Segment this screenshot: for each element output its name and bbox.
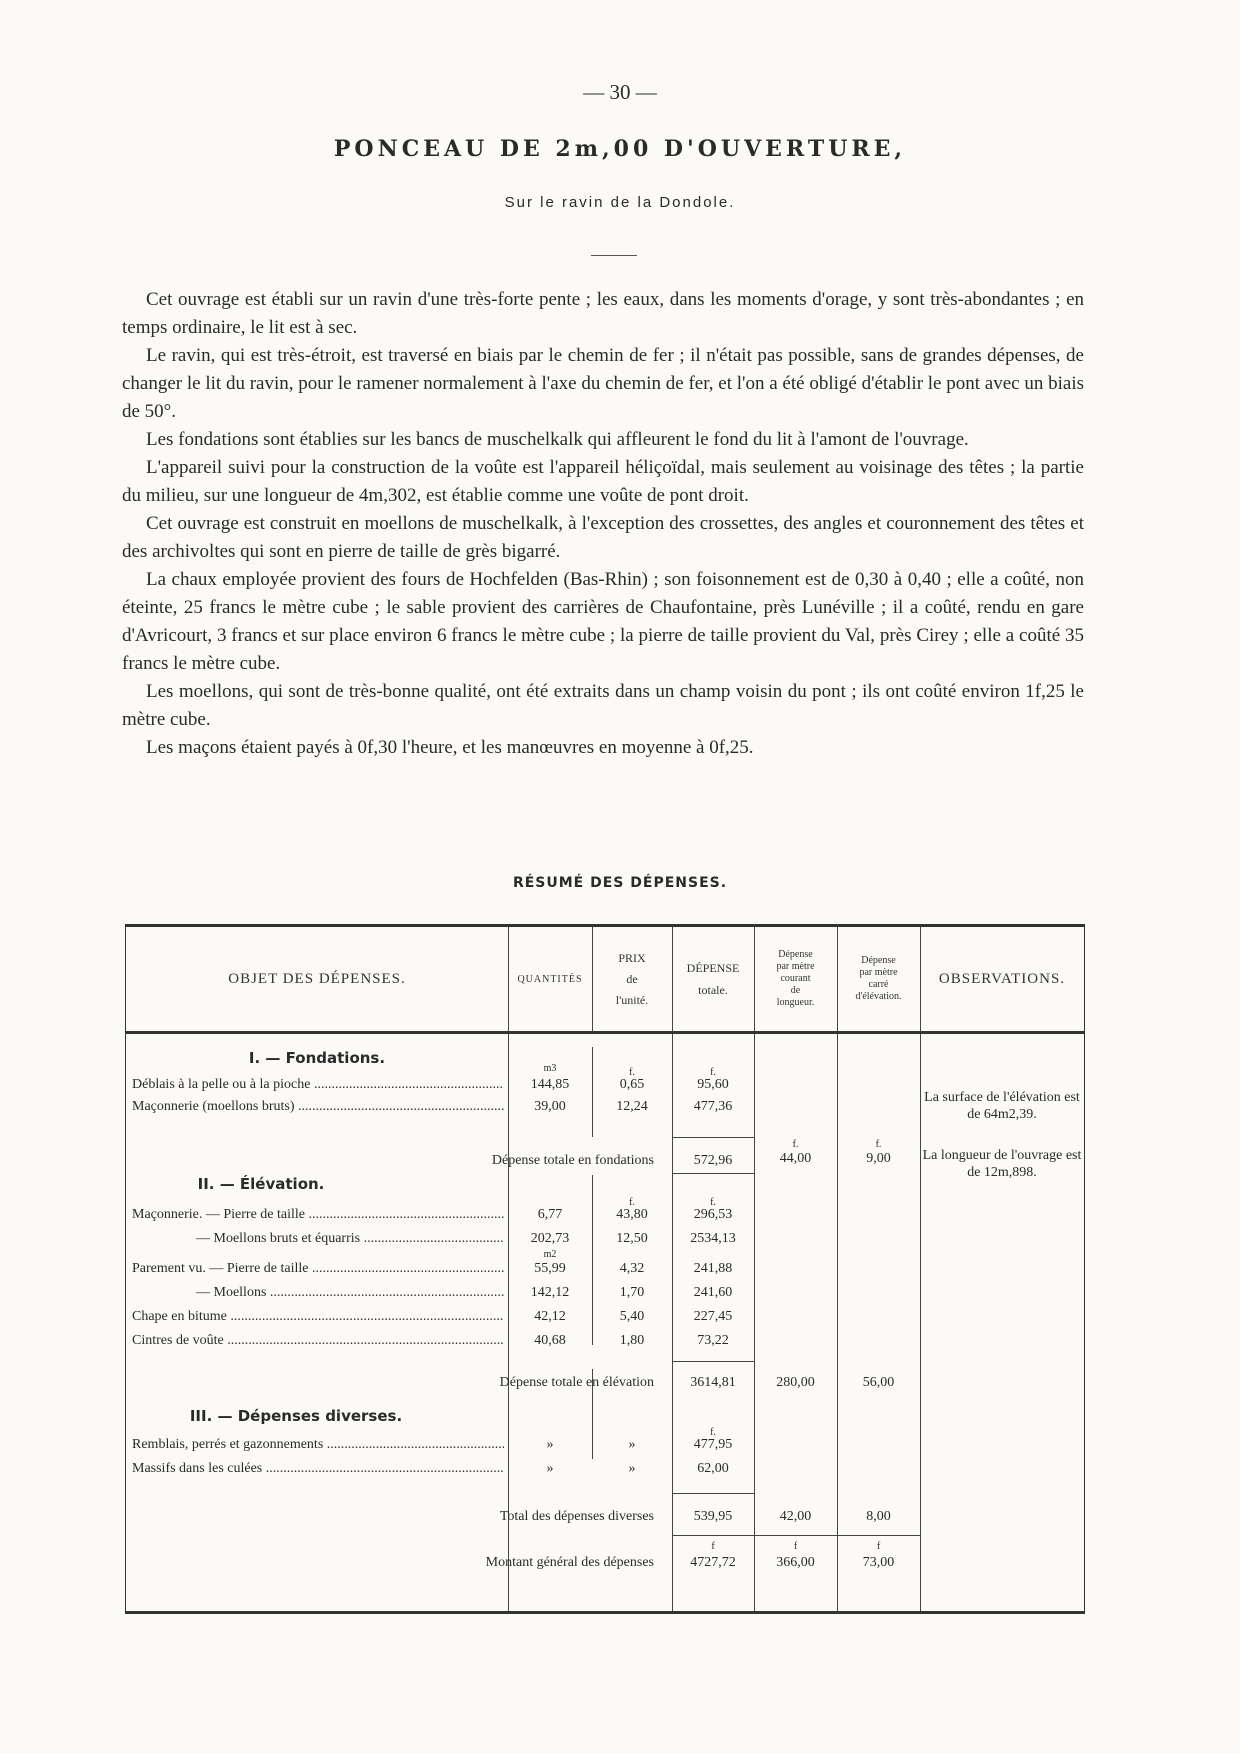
unit-label: f: [793, 1541, 798, 1552]
row-label: Déblais à la pelle ou à la pioche .....: [132, 1077, 504, 1093]
per-metre-carre: 9,00: [866, 1151, 891, 1166]
row-depense: 227,45: [693, 1309, 733, 1324]
header-line: courant: [780, 973, 811, 984]
row-depense: 477,95: [693, 1437, 733, 1452]
grand-per-metre-courant: 366,00: [776, 1555, 815, 1570]
page-title: PONCEAU DE 2m,00 D'OUVERTURE,: [333, 136, 907, 162]
table-row: [126, 1207, 1086, 1229]
row-label: Cintres de voûte .....: [132, 1333, 504, 1349]
row-quantite: 6,77: [537, 1207, 563, 1222]
header-metre-carre: [837, 927, 920, 1031]
row-prix: 1,70: [619, 1285, 645, 1300]
header-observations: OBSERVATIONS.: [938, 970, 1066, 987]
row-quantite: 144,85: [530, 1077, 570, 1092]
grand-total-value: 4727,72: [690, 1555, 736, 1570]
unit-label: f.: [710, 1197, 716, 1208]
per-metre-courant: 42,00: [779, 1509, 812, 1524]
section-title: II. — Élévation.: [197, 1175, 325, 1193]
header-objet: OBJET DES DÉPENSES.: [228, 970, 406, 987]
unit-label: f.: [792, 1139, 799, 1150]
table-row: [126, 1309, 1086, 1331]
subtotal-rule: [672, 1137, 754, 1138]
table-row: [126, 1461, 1086, 1483]
header-line: par mètre: [859, 967, 898, 978]
row-quantite: 202,73: [530, 1231, 570, 1246]
section-title: I. — Fondations.: [248, 1049, 386, 1067]
paragraph: Le ravin, qui est très-étroit, est traversé en biais par le chemin de fer ; il n'était pas possible, sans de grandes dépenses, de changer le lit du ravin, pour le ramener normalement à l'axe du chemin de fer, et l'on a été obligé d'établir le pont avec un biais de 50°.: [122, 345, 1084, 422]
unit-label: f.: [629, 1197, 635, 1208]
total-label: Dépense totale en élévation: [499, 1375, 654, 1390]
unit-label: f.: [875, 1139, 882, 1150]
table-row: [126, 1333, 1086, 1355]
unit-label: f: [876, 1541, 881, 1552]
row-quantite: »: [546, 1461, 554, 1476]
header-line: Dépense: [778, 949, 813, 960]
row-quantite: 55,99: [534, 1261, 566, 1276]
row-quantite: 39,00: [534, 1099, 566, 1114]
row-prix: 5,40: [619, 1309, 645, 1324]
row-label: — Moellons .....: [196, 1285, 504, 1301]
row-label: Massifs dans les culées .....: [132, 1461, 504, 1477]
row-depense: 95,60: [697, 1077, 729, 1092]
row-label: Remblais, perrés et gazonnements .....: [132, 1437, 504, 1453]
row-prix: 4,32: [619, 1261, 645, 1276]
subtotal-rule: [672, 1535, 920, 1536]
header-line: de: [790, 985, 801, 996]
row-quantite: »: [546, 1437, 554, 1452]
row-quantite: 42,12: [534, 1309, 566, 1324]
paragraph: Cet ouvrage est construit en moellons de muschelkalk, à l'exception des crossettes, des angles et couronnement des têtes et des archivoltes qui sont en pierre de taille de grès bigarré.: [122, 513, 1084, 562]
unit-label: f.: [710, 1067, 716, 1078]
expense-table: [125, 924, 1085, 1614]
header-line: l'unité.: [615, 992, 649, 1007]
section-title: III. — Dépenses diverses.: [189, 1407, 403, 1425]
row-prix: 1,80: [619, 1333, 645, 1348]
row-prix: 0,65: [619, 1077, 645, 1092]
row-quantite: 40,68: [534, 1333, 566, 1348]
row-depense: 296,53: [693, 1207, 733, 1222]
observation-longueur: La longueur de l'ouvrage est de 12m,898.: [922, 1148, 1082, 1180]
table-title: RÉSUMÉ DES DÉPENSES.: [512, 875, 728, 891]
row-label: Parement vu. — Pierre de taille .....: [132, 1261, 504, 1277]
page-subtitle: Sur le ravin de la Dondole.: [504, 194, 736, 211]
paragraph: Les maçons étaient payés à 0f,30 l'heure, et les manœuvres en moyenne à 0f,25.: [146, 737, 754, 758]
table-row: [126, 1437, 1086, 1459]
total-value: 539,95: [693, 1509, 733, 1524]
total-label: Total des dépenses diverses: [499, 1509, 654, 1524]
unit-label: f.: [710, 1427, 716, 1438]
row-depense: 241,60: [693, 1285, 733, 1300]
header-line: carré: [868, 979, 889, 990]
header-depense: [672, 927, 754, 1031]
grand-per-metre-carre: 73,00: [862, 1555, 895, 1570]
header-line: de: [626, 971, 638, 986]
unit-label: f: [711, 1541, 715, 1552]
per-metre-courant: 280,00: [776, 1375, 815, 1390]
row-label: Maçonnerie (moellons bruts) .....: [132, 1099, 504, 1115]
header-line: d'élévation.: [855, 991, 902, 1002]
header-line: par mètre: [776, 961, 815, 972]
subtotal-rule: [672, 1493, 754, 1494]
paragraph: L'appareil suivi pour la construction de la voûte est l'appareil héliçoïdal, mais seulement au voisinage des têtes ; la partie du milieu, sur une longueur de 4m,302, est établie comme une voûte de pont droit.: [122, 457, 1084, 506]
body-text: [122, 286, 1084, 762]
header-quantites: QUANTITÉS: [517, 973, 583, 985]
table-row: [126, 1261, 1086, 1283]
paragraph: Cet ouvrage est établi sur un ravin d'une très-forte pente ; les eaux, dans les moments d'orage, y sont très-abondantes ; en temps ordinaire, le lit est à sec.: [122, 289, 1084, 338]
row-label: Chape en bitume .....: [132, 1309, 504, 1325]
row-prix: 12,50: [616, 1231, 648, 1246]
observation-surface: La surface de l'élévation est de 64m2,39.: [924, 1090, 1080, 1122]
paragraph: Les fondations sont établies sur les bancs de muschelkalk qui affleurent le fond du lit à l'amont de l'ouvrage.: [146, 429, 969, 450]
header-prix: [592, 927, 672, 1031]
total-value: 572,96: [693, 1153, 733, 1168]
header-rule: [126, 1031, 1084, 1034]
row-depense: 2534,13: [690, 1231, 736, 1246]
row-prix: 12,24: [616, 1099, 648, 1114]
row-quantite: 142,12: [530, 1285, 570, 1300]
total-value: 3614,81: [690, 1375, 736, 1390]
header-line: totale.: [698, 983, 728, 997]
header-line: DÉPENSE: [686, 961, 740, 975]
row-depense: 62,00: [697, 1461, 729, 1476]
row-prix: »: [628, 1437, 636, 1452]
paragraph: La chaux employée provient des fours de Hochfelden (Bas-Rhin) ; son foisonnement est de 0,30 à 0,40 ; elle a coûté, non éteinte, 25 francs le mètre cube ; le sable provient des carrières de Chaufontaine, près Lunéville ; il a coûté, rendu en gare d'Avricourt, 3 francs et sur place environ 6 francs le mètre cube ; la pierre de taille provient du Val, près Cirey ; elle a coûté 35 francs le mètre cube.: [122, 569, 1084, 674]
header-line: longueur.: [776, 997, 815, 1008]
unit-label: m2: [543, 1249, 557, 1260]
header-line: PRIX: [618, 950, 646, 965]
total-label: Dépense totale en fondations: [491, 1153, 654, 1168]
title-divider: [591, 255, 637, 256]
per-metre-courant: 44,00: [779, 1151, 812, 1166]
unit-label: f.: [629, 1067, 635, 1078]
paragraph: Les moellons, qui sont de très-bonne qualité, ont été extraits dans un champ voisin du pont ; ils ont coûté environ 1f,25 le mètre cube.: [122, 681, 1084, 730]
header-line: Dépense: [861, 955, 896, 966]
unit-label: m3: [543, 1063, 557, 1074]
row-depense: 241,88: [693, 1261, 733, 1276]
table-row: [126, 1285, 1086, 1307]
header-metre-courant: [754, 927, 837, 1031]
row-depense: 477,36: [693, 1099, 733, 1114]
page-number: — 30 —: [583, 80, 657, 104]
subtotal-rule: [672, 1361, 754, 1362]
subtotal-rule: [672, 1173, 754, 1174]
table-row: [126, 1231, 1086, 1253]
per-metre-carre: 56,00: [862, 1375, 895, 1390]
row-depense: 73,22: [697, 1333, 729, 1348]
grand-total-label: Montant général des dépenses: [485, 1555, 654, 1570]
row-prix: »: [628, 1461, 636, 1476]
per-metre-carre: 8,00: [866, 1509, 891, 1524]
row-prix: 43,80: [616, 1207, 648, 1222]
row-label: — Moellons bruts et équarris .....: [196, 1231, 504, 1247]
row-label: Maçonnerie. — Pierre de taille .....: [132, 1207, 504, 1223]
